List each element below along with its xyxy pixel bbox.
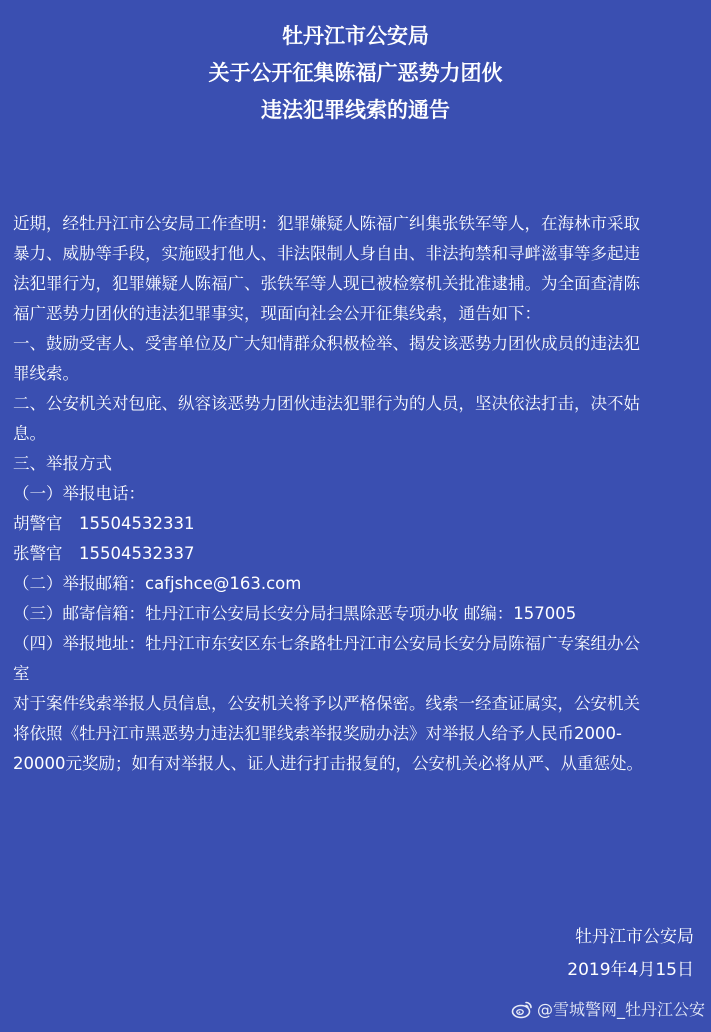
body-line: 福广恶势力团伙的违法犯罪事实，现面向社会公开征集线索，通告如下： <box>13 304 541 323</box>
title-line-1: 牡丹江市公安局 <box>282 24 429 48</box>
body-line: 对于案件线索举报人员信息，公安机关将予以严格保密。线索一经查证属实，公安机关 <box>13 694 640 713</box>
signature-date: 2019年4月15日 <box>567 960 694 980</box>
body-line: （二）举报邮箱：cafjshce@163.com <box>13 574 302 593</box>
notice-body <box>13 209 703 779</box>
body-line: 暴力、威胁等手段，实施殴打他人、非法限制人身自由、非法拘禁和寻衅滋事等多起违 <box>13 244 640 263</box>
body-line: 张警官 15504532337 <box>13 544 195 563</box>
weibo-icon <box>511 999 533 1019</box>
body-line: 法犯罪行为，犯罪嫌疑人陈福广、张铁军等人现已被检察机关批准逮捕。为全面查清陈 <box>13 274 640 293</box>
body-line: 息。 <box>13 424 46 443</box>
body-line: 一、鼓励受害人、受害单位及广大知情群众积极检举、揭发该恶势力团伙成员的违法犯 <box>13 334 640 353</box>
watermark-text: @雪城警网_牡丹江公安 <box>536 1000 705 1019</box>
body-line: 近期，经牡丹江市公安局工作查明：犯罪嫌疑人陈福广纠集张铁军等人，在海林市采取 <box>13 214 640 233</box>
body-line: 罪线索。 <box>13 364 79 383</box>
body-line: （三）邮寄信箱：牡丹江市公安局长安分局扫黑除恶专项办收 邮编：157005 <box>13 604 577 623</box>
body-line: 室 <box>13 664 30 683</box>
body-line: 将依照《牡丹江市黑恶势力违法犯罪线索举报奖励办法》对举报人给予人民币2000- <box>13 724 622 743</box>
body-line: （四）举报地址：牡丹江市东安区东七条路牡丹江市公安局长安分局陈福广专案组办公 <box>13 634 640 653</box>
weibo-watermark <box>511 997 705 1020</box>
signature-block <box>567 921 694 987</box>
title-line-3: 违法犯罪线索的通告 <box>261 98 450 122</box>
notice-title <box>0 18 711 129</box>
body-line: （一）举报电话： <box>13 484 145 503</box>
signature-org: 牡丹江市公安局 <box>575 927 694 947</box>
body-line: 二、公安机关对包庇、纵容该恶势力团伙违法犯罪行为的人员，坚决依法打击，决不姑 <box>13 394 640 413</box>
body-line: 20000元奖励；如有对举报人、证人进行打击报复的，公安机关必将从严、从重惩处。 <box>13 754 643 773</box>
body-line: 三、举报方式 <box>13 454 112 473</box>
body-line: 胡警官 15504532331 <box>13 514 195 533</box>
title-line-2: 关于公开征集陈福广恶势力团伙 <box>208 61 503 85</box>
